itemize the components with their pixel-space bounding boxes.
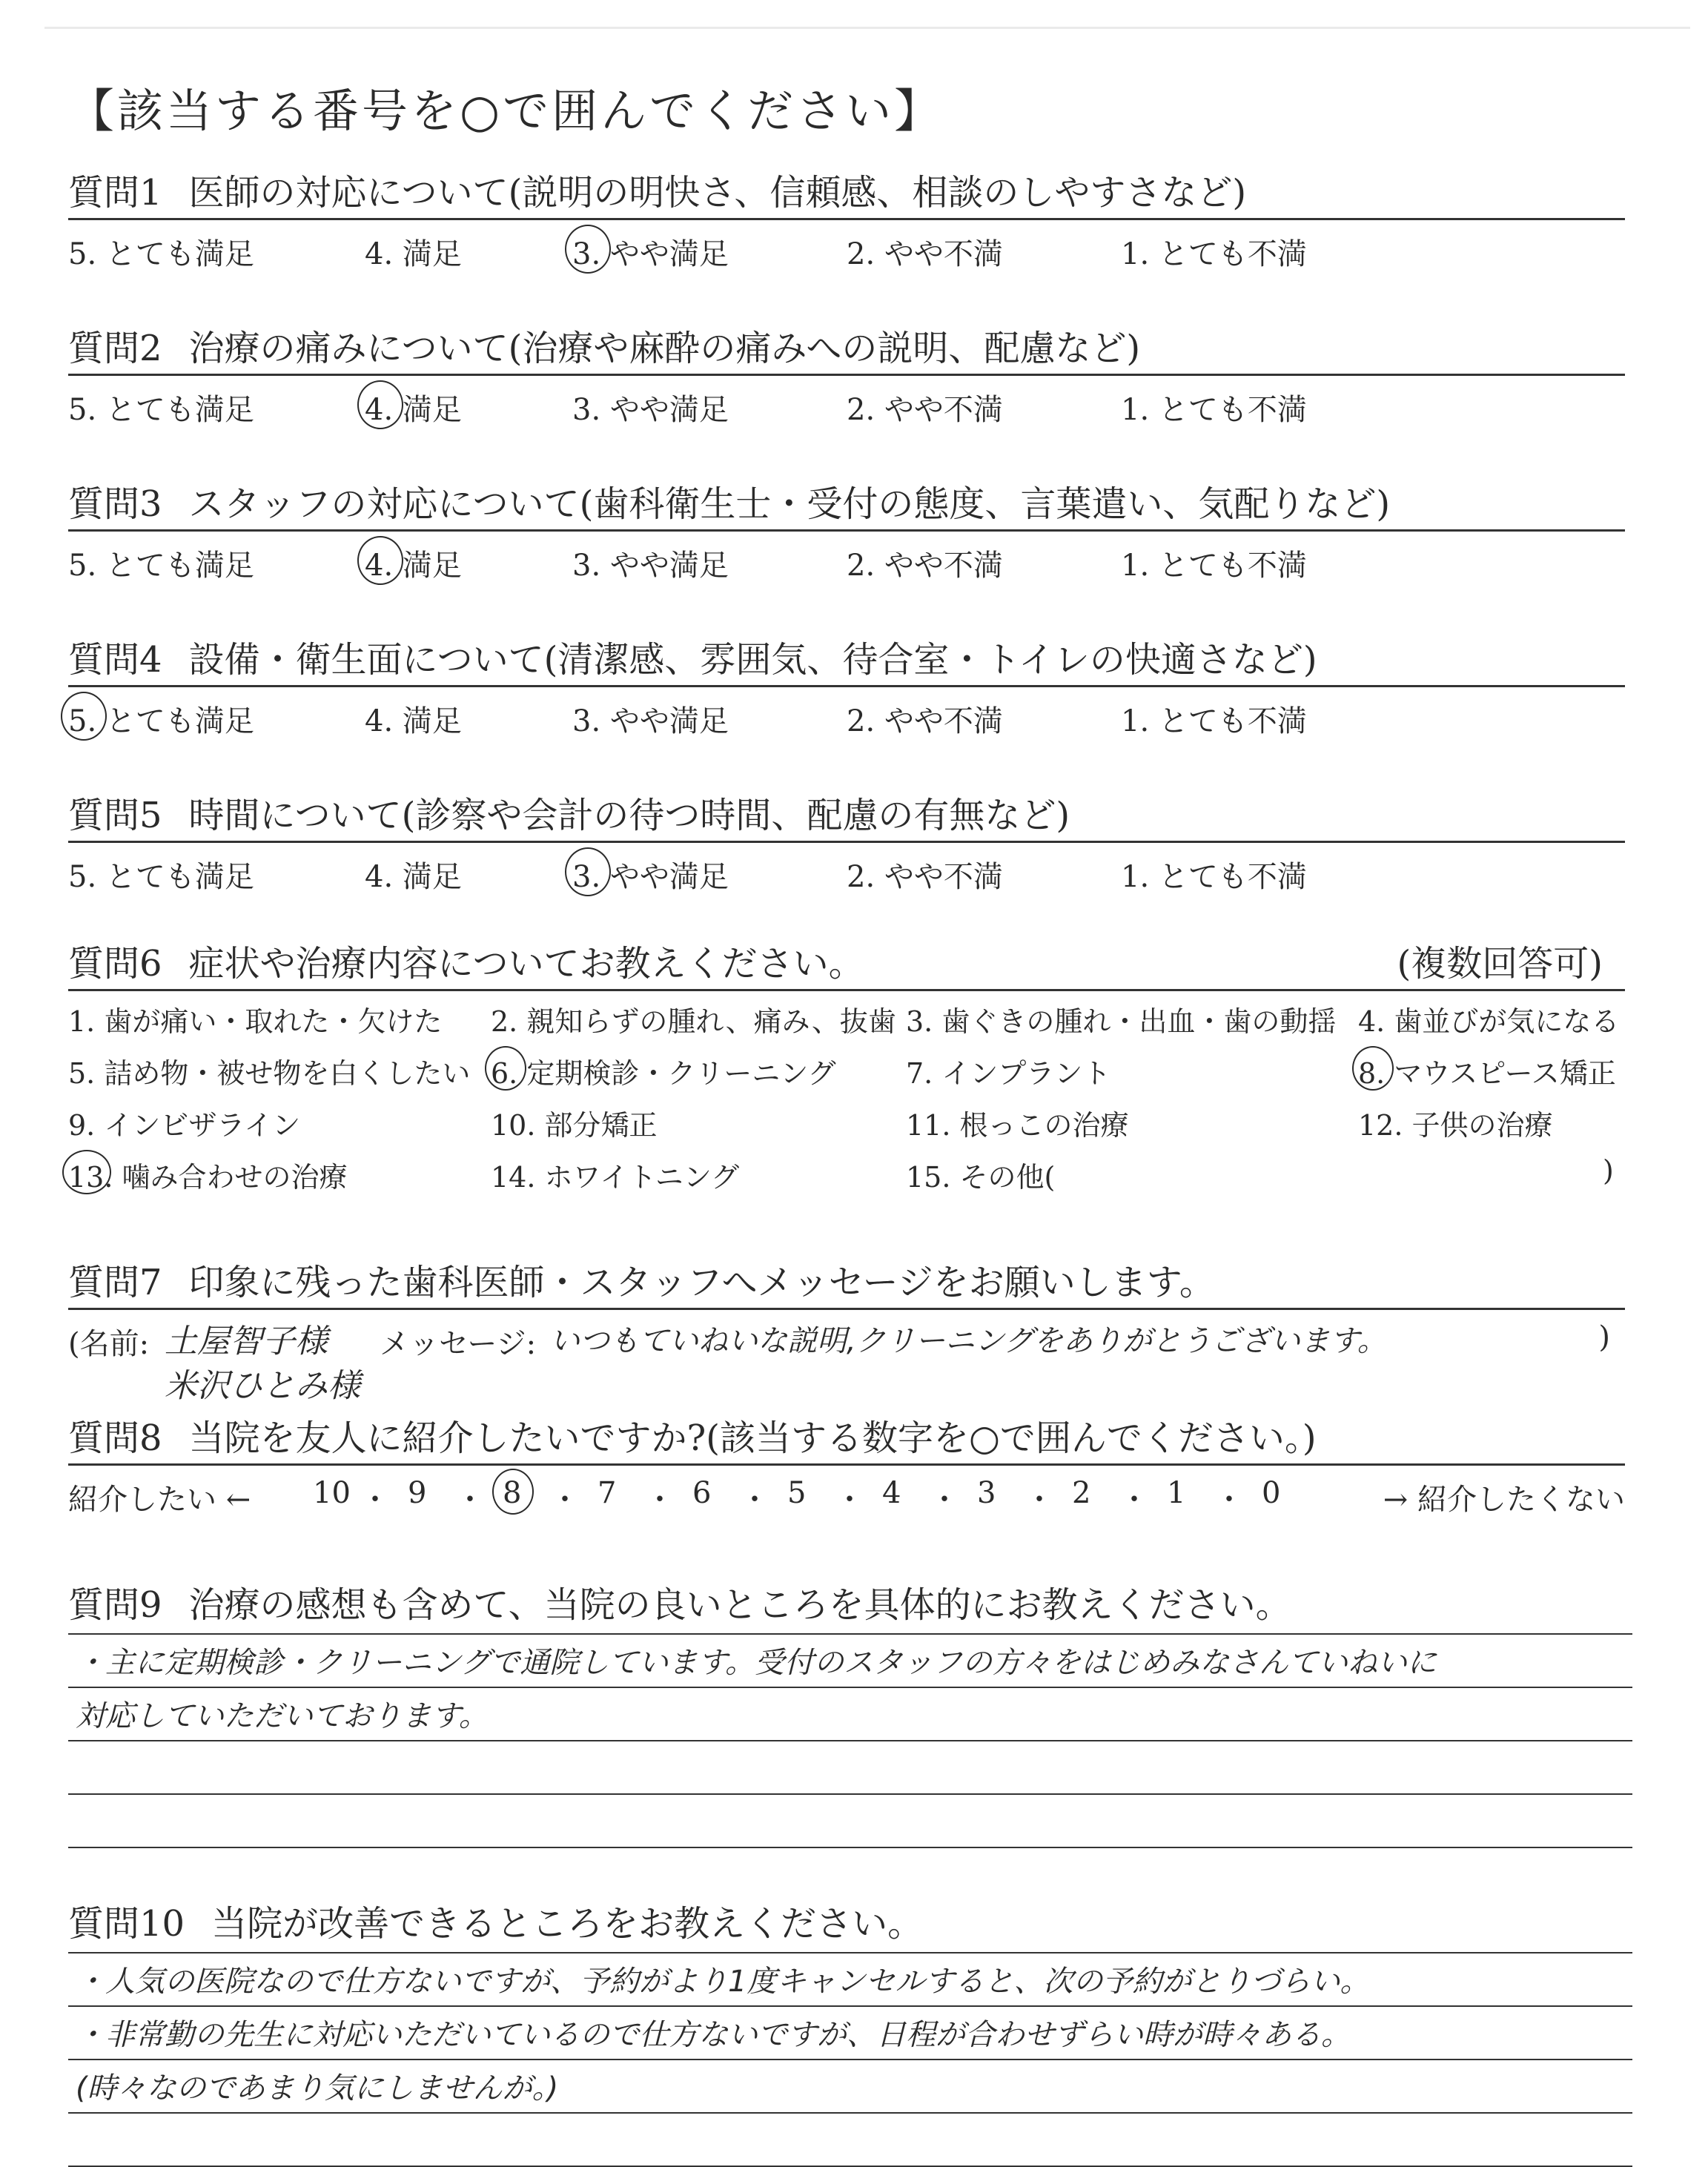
handwritten-answer-line[interactable]: 対応していただいております。: [76, 1699, 489, 1733]
name-label: (名前:: [68, 1327, 150, 1361]
question-number: 質問5: [68, 795, 162, 836]
question-6: [68, 942, 1625, 1214]
question-title: 治療の痛みについて(治療や麻酔の痛みへの説明、配慮など): [188, 328, 1141, 369]
message-label: メッセージ:: [380, 1327, 537, 1361]
question-title: 当院が改善できるところをお教えください。: [211, 1903, 924, 1945]
rating-option-4[interactable]: 4. 満足: [365, 237, 462, 271]
question-number: 質問9: [68, 1584, 162, 1626]
question-title: 医師の対応について(説明の明快さ、信頼感、相談のしやすさなど): [188, 172, 1247, 214]
symptom-option-11[interactable]: 11. 根っこの治療: [906, 1109, 1129, 1142]
question-3: [68, 482, 1625, 583]
scale-separator: ・: [1119, 1483, 1149, 1517]
message-row: [68, 1310, 1625, 1406]
selection-circle: [492, 1469, 534, 1515]
answer-rule: [68, 2005, 1632, 2007]
symptom-option-10[interactable]: 10. 部分矯正: [491, 1109, 658, 1142]
rating-option-3[interactable]: 3. やや満足: [572, 237, 729, 271]
handwritten-name-2[interactable]: 米沢ひとみ様: [165, 1367, 360, 1405]
rating-option-2[interactable]: 2. やや不満: [847, 704, 1003, 738]
rating-option-2[interactable]: 2. やや不満: [847, 237, 1003, 271]
symptom-option-13[interactable]: 13. 噛み合わせの治療: [68, 1161, 348, 1194]
scale-separator: ・: [1214, 1483, 1244, 1517]
question-number: 質問3: [68, 483, 162, 525]
question-title: 治療の感想も含めて、当院の良いところを具体的にお教えください。: [188, 1584, 1291, 1626]
question-number: 質問1: [68, 172, 162, 214]
answer-rule: [68, 1687, 1632, 1688]
symptom-option-4[interactable]: 4. 歯並びが気になる: [1358, 1005, 1620, 1038]
question-1: [68, 171, 1625, 271]
rating-option-3[interactable]: 3. やや満足: [572, 860, 729, 894]
question-number: 質問6: [68, 943, 162, 985]
rating-option-5[interactable]: 5. とても満足: [68, 237, 254, 271]
scale-right-label: → 紹介したくない: [1383, 1483, 1625, 1517]
multiple-answer-note: (複数回答可): [1397, 943, 1603, 985]
rating-option-5[interactable]: 5. とても満足: [68, 704, 254, 738]
instruction-header: 【該当する番号を○で囲んでください】: [68, 84, 944, 138]
scale-left-label: 紹介したい ←: [68, 1483, 251, 1517]
question-title: 印象に残った歯科医師・スタッフへメッセージをお願いします。: [188, 1262, 1215, 1303]
rating-option-3[interactable]: 3. やや満足: [572, 704, 729, 738]
scale-separator: ・: [930, 1483, 959, 1517]
handwritten-message[interactable]: いつもていねいな説明,クリーニングをありがとうございます。: [550, 1324, 1387, 1358]
question-8: [68, 1416, 1625, 1518]
scale-value-1[interactable]: 1: [1167, 1476, 1186, 1510]
referral-scale: [68, 1466, 1625, 1518]
rating-options: [68, 376, 1625, 427]
symptom-option-9[interactable]: 9. インビザライン: [68, 1109, 301, 1142]
symptom-option-12[interactable]: 12. 子供の治療: [1358, 1109, 1553, 1142]
rating-option-1[interactable]: 1. とても不満: [1121, 860, 1307, 894]
rating-option-5[interactable]: 5. とても満足: [68, 393, 254, 427]
rating-option-3[interactable]: 3. やや満足: [572, 393, 729, 427]
scale-separator: ・: [740, 1483, 769, 1517]
question-2: [68, 326, 1625, 427]
symptom-options: [68, 991, 1625, 1214]
handwritten-name-1[interactable]: 土屋智子様: [165, 1323, 328, 1360]
scale-value-6[interactable]: 6: [692, 1476, 712, 1510]
rating-option-2[interactable]: 2. やや不満: [847, 860, 1003, 894]
rating-options: [68, 687, 1625, 738]
handwritten-answer-line[interactable]: ・人気の医院なので仕方ないですが、予約がより1度キャンセルすると、次の予約がとりづらい。: [76, 1965, 1370, 1999]
rating-option-2[interactable]: 2. やや不満: [847, 393, 1003, 427]
selection-circle: [485, 1046, 526, 1091]
question-number: 質問8: [68, 1417, 162, 1459]
scale-value-4[interactable]: 4: [882, 1476, 901, 1510]
answer-rule: [68, 1793, 1632, 1795]
rating-option-1[interactable]: 1. とても不満: [1121, 393, 1307, 427]
scale-value-8[interactable]: 8: [503, 1476, 522, 1510]
answer-rule: [68, 1633, 1632, 1635]
selection-circle: [61, 692, 107, 741]
scale-value-3[interactable]: 3: [977, 1476, 996, 1510]
rating-option-4[interactable]: 4. 満足: [365, 704, 462, 738]
selection-circle: [357, 380, 403, 429]
answer-rule: [68, 2112, 1632, 2114]
rating-option-4[interactable]: 4. 満足: [365, 860, 462, 894]
top-divider: [44, 27, 1690, 29]
scale-separator: ・: [455, 1483, 485, 1517]
rating-option-1[interactable]: 1. とても不満: [1121, 237, 1307, 271]
symptom-option-16[interactable]: ): [1603, 1154, 1614, 1187]
question-number: 質問10: [68, 1903, 185, 1945]
selection-circle: [565, 847, 611, 896]
symptom-option-8[interactable]: 8. マウスピース矯正: [1358, 1057, 1616, 1090]
rating-option-2[interactable]: 2. やや不満: [847, 549, 1003, 583]
question-title: 時間について(診察や会計の待つ時間、配慮の有無など): [188, 795, 1070, 836]
symptom-option-1[interactable]: 1. 歯が痛い・取れた・欠けた: [68, 1005, 443, 1038]
close-paren: ): [1598, 1320, 1610, 1354]
scale-separator: ・: [835, 1483, 864, 1517]
question-title: 症状や治療内容についてお教えください。: [188, 943, 864, 985]
question-4: [68, 638, 1625, 738]
rating-options: [68, 843, 1625, 894]
question-number: 質問4: [68, 639, 162, 681]
symptom-option-7[interactable]: 7. インプラント: [906, 1057, 1111, 1090]
question-5: [68, 793, 1625, 894]
answer-rule: [68, 1740, 1632, 1741]
handwritten-answer-line[interactable]: ・非常勤の先生に対応いただいているので仕方ないですが、日程が合わせずらい時が時々ある。: [76, 2018, 1351, 2052]
rating-option-1[interactable]: 1. とても不満: [1121, 704, 1307, 738]
question-number: 質問2: [68, 328, 162, 369]
rating-option-4[interactable]: 4. 満足: [365, 549, 462, 583]
handwritten-answer-line[interactable]: ・主に定期検診・クリーニングで通院しています。受付のスタッフの方々をはじめみなさんていねいに: [76, 1646, 1437, 1680]
scale-value-10[interactable]: 10: [313, 1476, 351, 1510]
selection-circle: [565, 225, 611, 274]
question-title: 設備・衛生面について(清潔感、雰囲気、待合室・トイレの快適さなど): [188, 639, 1317, 681]
scale-value-2[interactable]: 2: [1072, 1476, 1091, 1510]
rating-options: [68, 532, 1625, 583]
scale-value-9[interactable]: 9: [408, 1476, 427, 1510]
scale-separator: ・: [360, 1483, 390, 1517]
answer-rule: [68, 2059, 1632, 2060]
question-10: [68, 1902, 1625, 2105]
scale-separator: ・: [1025, 1483, 1054, 1517]
scale-value-0[interactable]: 0: [1262, 1476, 1281, 1510]
symptom-option-14[interactable]: 14. ホワイトニング: [491, 1161, 740, 1194]
rating-option-5[interactable]: 5. とても満足: [68, 549, 254, 583]
selection-circle: [62, 1150, 111, 1194]
rating-options: [68, 220, 1625, 271]
scale-separator: ・: [550, 1483, 580, 1517]
symptom-option-2[interactable]: 2. 親知らずの腫れ、痛み、抜歯: [491, 1005, 896, 1038]
scale-value-5[interactable]: 5: [787, 1476, 807, 1510]
scale-separator: ・: [645, 1483, 675, 1517]
answer-rule: [68, 1847, 1632, 1848]
question-7: [68, 1260, 1625, 1406]
symptom-option-15[interactable]: 15. その他(: [906, 1161, 1056, 1194]
selection-circle: [1352, 1046, 1394, 1091]
answer-rule: [68, 1952, 1632, 1953]
symptom-option-5[interactable]: 5. 詰め物・被せ物を白くしたい: [68, 1057, 471, 1090]
symptom-option-3[interactable]: 3. 歯ぐきの腫れ・出血・歯の動揺: [906, 1005, 1337, 1038]
question-9: [68, 1583, 1625, 1733]
question-title: スタッフの対応について(歯科衛生士・受付の態度、言葉遣い、気配りなど): [188, 483, 1391, 525]
rating-option-5[interactable]: 5. とても満足: [68, 860, 254, 894]
question-number: 質問7: [68, 1262, 162, 1303]
handwritten-answer-line[interactable]: (時々なのであまり気にしませんが。): [76, 2071, 559, 2105]
selection-circle: [357, 536, 403, 585]
rating-option-4[interactable]: 4. 満足: [365, 393, 462, 427]
rating-option-3[interactable]: 3. やや満足: [572, 549, 729, 583]
symptom-option-6[interactable]: 6. 定期検診・クリーニング: [491, 1057, 836, 1090]
scale-value-7[interactable]: 7: [598, 1476, 617, 1510]
rating-option-1[interactable]: 1. とても不満: [1121, 549, 1307, 583]
question-title: 当院を友人に紹介したいですか?(該当する数字を○で囲んでください。): [188, 1417, 1317, 1459]
